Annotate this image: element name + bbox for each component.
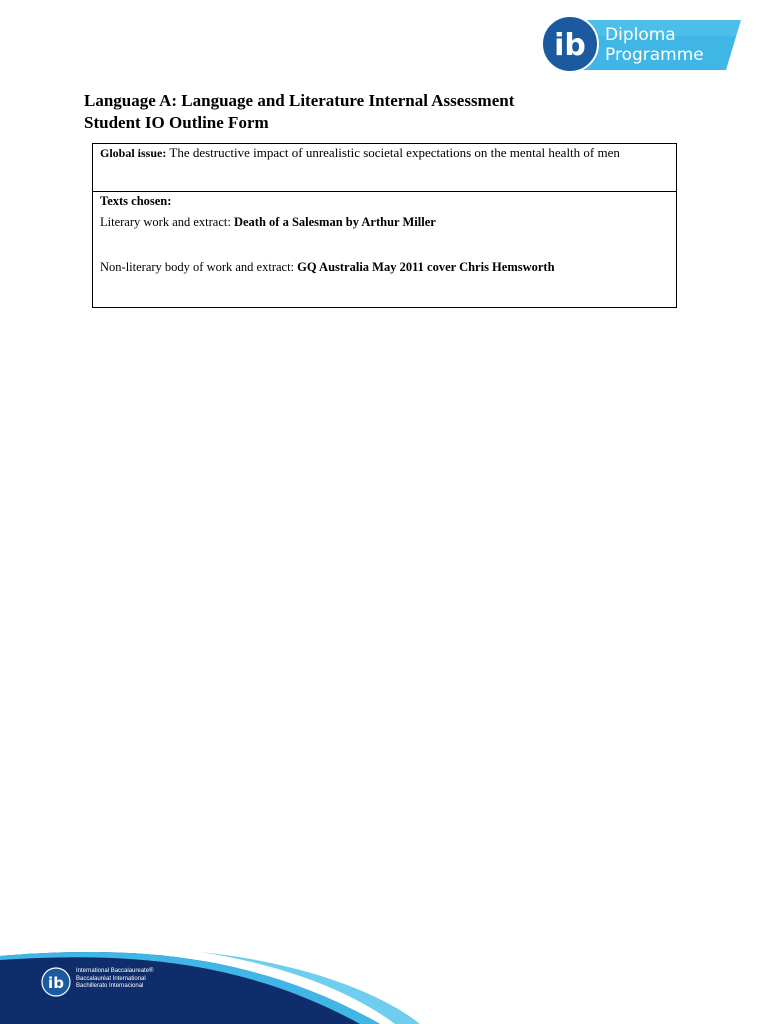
title-line-1: Language A: Language and Literature Internal Assessment	[84, 91, 515, 110]
io-outline-form	[92, 143, 677, 308]
document-title	[84, 90, 684, 134]
texts-chosen-row	[93, 192, 676, 307]
global-issue-label: Global issue:	[100, 146, 167, 160]
literary-work-label: Literary work and extract:	[100, 215, 231, 229]
nonliterary-work-label: Non-literary body of work and extract:	[100, 260, 295, 274]
title-line-2: Student IO Outline Form	[84, 113, 269, 132]
diploma-programme-logo	[540, 14, 742, 74]
footer-org-line-2: Baccalauréat International	[76, 975, 146, 982]
footer-org-line-1: International Baccalaureate®	[76, 968, 154, 974]
footer-ib-mark: ib	[48, 974, 64, 992]
nonliterary-work-value: GQ Australia May 2011 cover Chris Hemsworth	[297, 260, 555, 274]
ib-mark: ib	[554, 28, 586, 63]
literary-work-line	[100, 214, 669, 230]
nonliterary-work-line	[100, 259, 669, 275]
footer-org-line-3: Bachillerato Internacional	[76, 983, 144, 989]
global-issue-row	[93, 144, 676, 192]
footer-organisation-names	[76, 968, 153, 991]
logo-programme-text: Programme	[605, 45, 704, 65]
texts-chosen-label: Texts chosen:	[100, 194, 172, 208]
global-issue-value: The destructive impact of unrealistic societal expectations on the mental health of men	[169, 145, 620, 160]
logo-diploma-text: Diploma	[605, 25, 676, 45]
literary-work-value: Death of a Salesman by Arthur Miller	[233, 215, 436, 229]
